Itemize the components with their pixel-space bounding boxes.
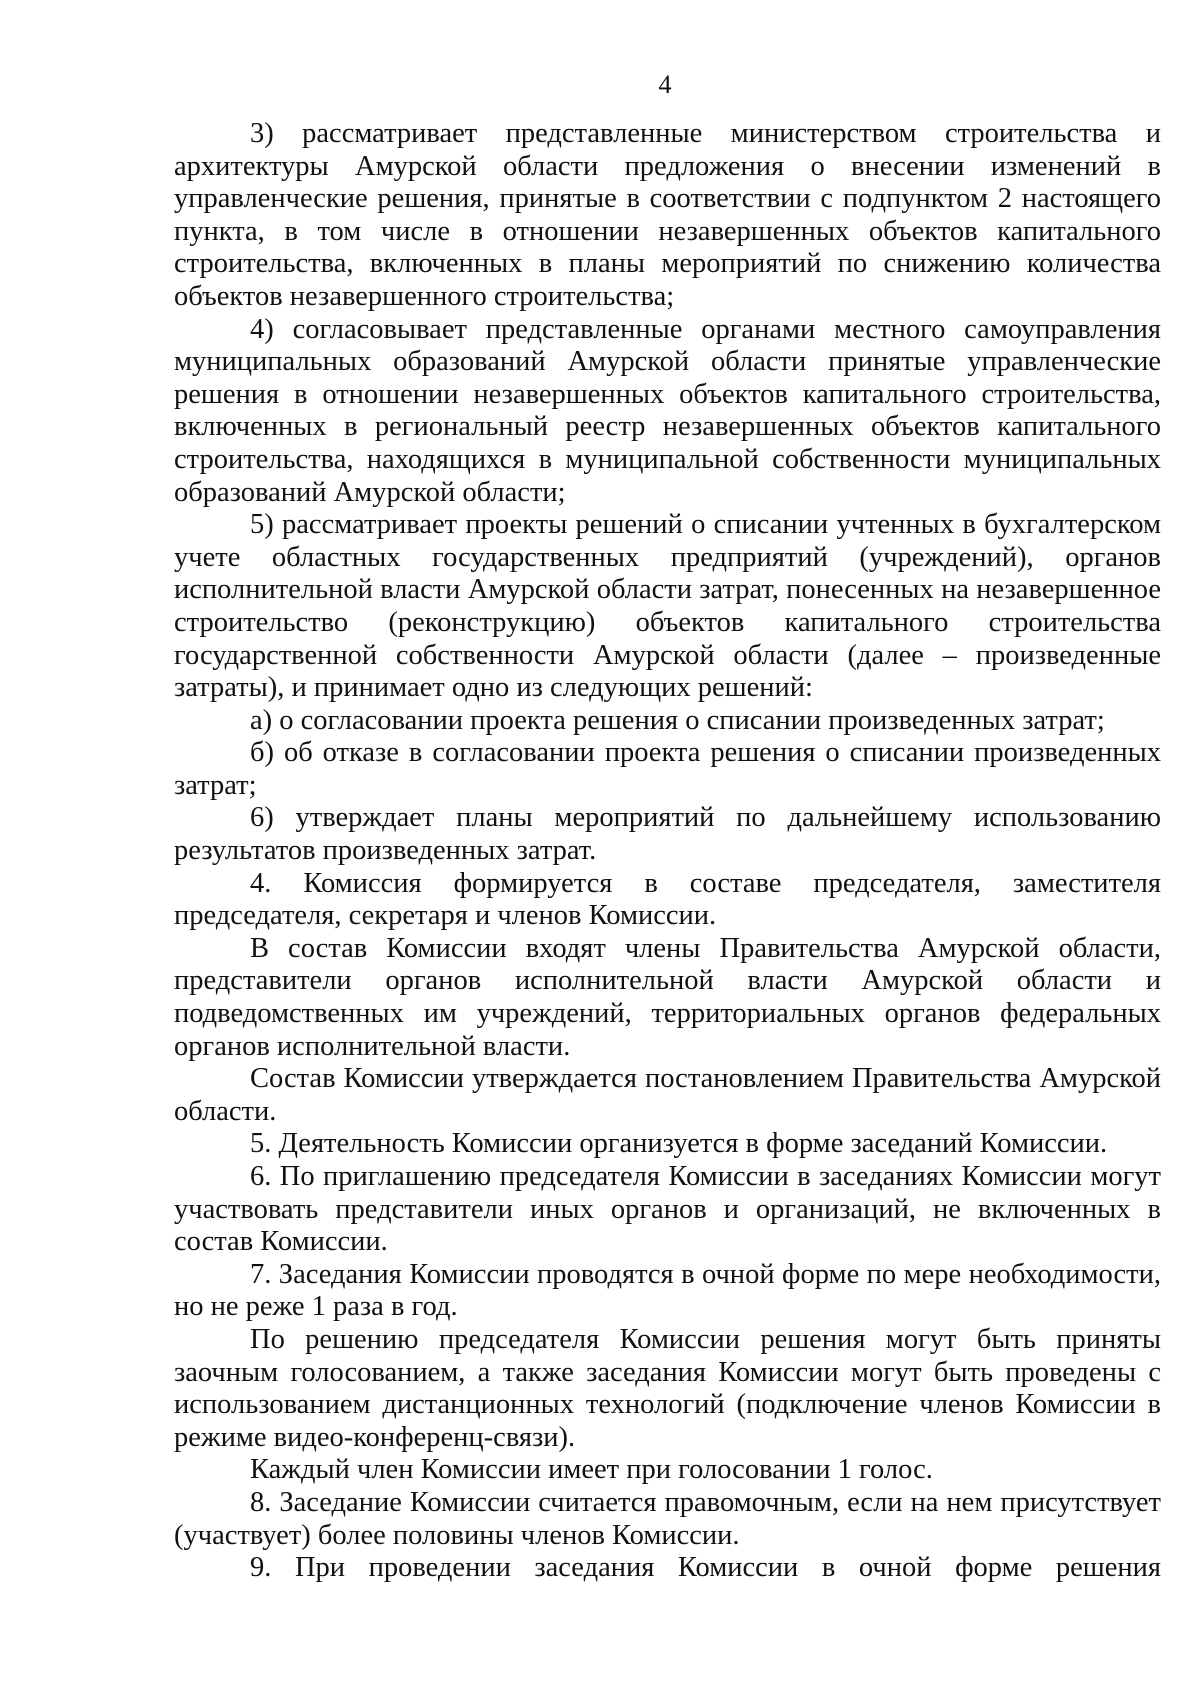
paragraph-subitem-b: б) об отказе в согласовании проекта решения о списании произведенных затрат;: [174, 737, 1161, 801]
paragraph-composition: В состав Комиссии входят члены Правительства Амурской области, представители органов исполнительной власти Амурской области и подведомственных им учреждений, территориальных органов федеральных органов исполнительной власти.: [174, 932, 1161, 1062]
document-body: [174, 118, 1161, 1585]
page-number: 4: [658, 70, 672, 99]
paragraph-section-8: 8. Заседание Комиссии считается правомочным, если на нем присутствует (участвует) более половины членов Комиссии.: [174, 1486, 1161, 1551]
paragraph-item-6: 6) утверждает планы мероприятий по дальнейшему использованию результатов произведенных затрат.: [174, 802, 1161, 867]
paragraph-item-3: 3) рассматривает представленные министерством строительства и архитектуры Амурской области предложения о внесении изменений в управленческие решения, принятые в соответствии с подпунктом 2 настоящего пункта, в том числе в отношении незавершенных объектов капитального строительства, включенных в планы мероприятий по снижению количества объектов незавершенного строительства;: [174, 118, 1161, 312]
paragraph-section-6: 6. По приглашению председателя Комиссии в заседаниях Комиссии могут участвовать представители иных органов и организаций, не включенных в состав Комиссии.: [174, 1161, 1161, 1258]
paragraph-one-vote: Каждый член Комиссии имеет при голосовании 1 голос.: [250, 1454, 933, 1486]
paragraph-section-7: 7. Заседания Комиссии проводятся в очной форме по мере необходимости, но не реже 1 раза в год.: [174, 1258, 1161, 1323]
paragraph-subitem-a: а) о согласовании проекта решения о списании произведенных затрат;: [250, 704, 1105, 736]
paragraph-section-4: 4. Комиссия формируется в составе председателя, заместителя председателя, секретаря и членов Комиссии.: [174, 867, 1161, 932]
paragraph-section-9: 9. При проведении заседания Комиссии в очной форме решения: [250, 1552, 1161, 1584]
paragraph-approval: Состав Комиссии утверждается постановлением Правительства Амурской области.: [174, 1063, 1161, 1127]
paragraph-section-5: 5. Деятельность Комиссии организуется в форме заседаний Комиссии.: [250, 1128, 1108, 1160]
paragraph-item-4: 4) согласовывает представленные органами местного самоуправления муниципальных образований Амурской области принятые управленческие решения в отношении незавершенных объектов капитального строительства, включенных в региональный реестр незавершенных объектов капитального строительства, находящихся в муниципальной собственности муниципальных образований Амурской области;: [174, 313, 1161, 508]
paragraph-item-5: 5) рассматривает проекты решений о списании учтенных в бухгалтерском учете областных государственных предприятий (учреждений), органов исполнительной власти Амурской области затрат, понесенных на незавершенное строительство (реконструкцию) объектов капитального строительства государственной собственности Амурской области (далее – произведенные затраты), и принимает одно из следующих решений:: [174, 509, 1161, 704]
paragraph-remote-voting: По решению председателя Комиссии решения могут быть приняты заочным голосованием, а также заседания Комиссии могут быть проведены с использованием дистанционных технологий (подключение членов Комиссии в режиме видео-конференц-связи).: [174, 1323, 1161, 1453]
